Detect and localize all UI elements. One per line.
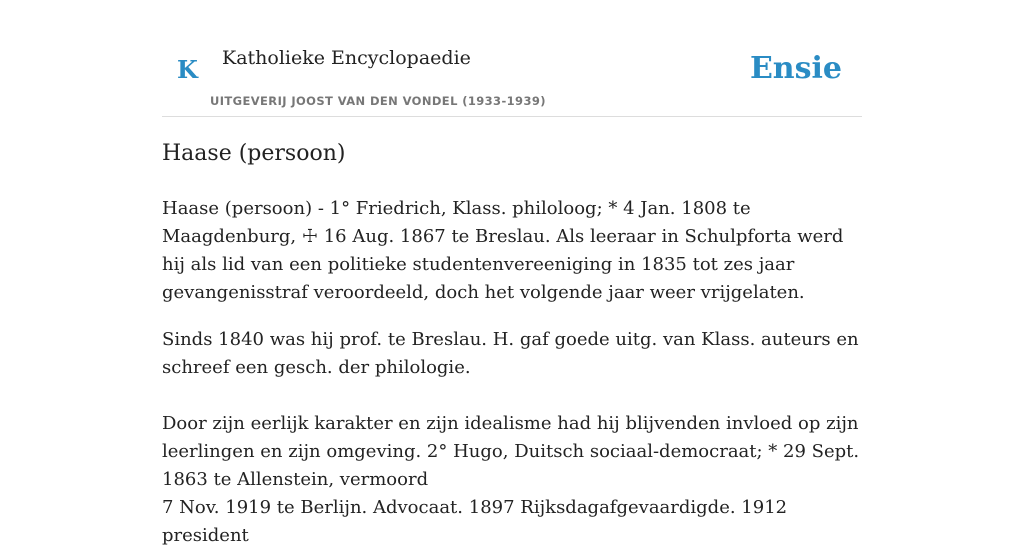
article-paragraph: Haase (persoon) - 1° Friedrich, Klass. philoloog; * 4 Jan. 1808 te Maagdenburg, ☩ 16 Aug. 1867 te Breslau. Als leeraar in Schulpforta werd hij als lid van een politieke studentenvereeniging in 1835 tot zes jaar gevangenisstraf veroordeeld, doch het volgende jaar weer vrijgelaten. [162, 198, 844, 303]
logo-icon[interactable]: K [177, 55, 198, 84]
article [162, 137, 862, 550]
article-paragraph: Sinds 1840 was hij prof. te Breslau. H. gaf goede uitg. van Klass. auteurs en schreef een gesch. der philologie. [162, 329, 859, 378]
article-paragraph: 7 Nov. 1919 te Berlijn. Advocaat. 1897 Rijksdagafgevaardigde. 1912 president [162, 497, 788, 546]
publisher-label: UITGEVERIJ JOOST VAN DEN VONDEL (1933-1939) [210, 94, 546, 108]
article-paragraph: Door zijn eerlijk karakter en zijn idealisme had hij blijvenden invloed op zijn leerlingen en zijn omgeving. 2° Hugo, Duitsch sociaal-democraat; * 29 Sept. 1863 te Allenstein, vermoord [162, 413, 860, 490]
brand-logo-link[interactable]: Ensie [749, 51, 842, 86]
site-title[interactable]: Katholieke Encyclopaedie [222, 47, 471, 69]
article-title: Haase (persoon) [162, 141, 346, 166]
site-header [162, 0, 862, 117]
